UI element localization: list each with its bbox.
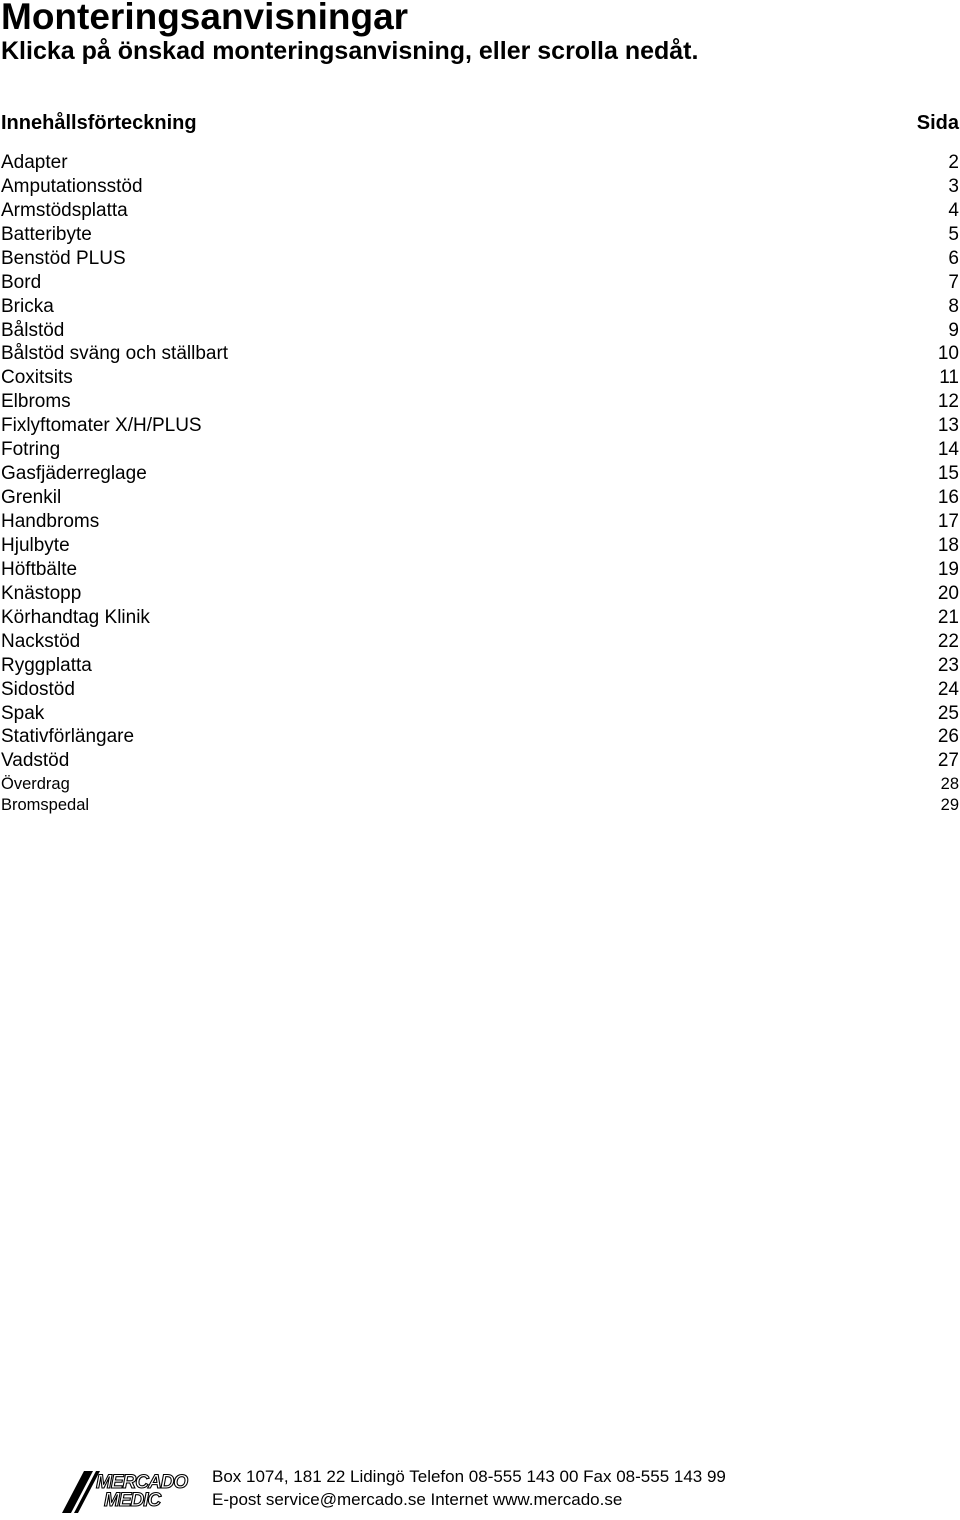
toc-item-page: 3 [948, 175, 959, 197]
toc-item-adapter[interactable] [1, 151, 959, 175]
toc-item-gasfjaderreglage[interactable] [1, 462, 959, 486]
toc-item-korhandtag-klinik[interactable] [1, 606, 959, 630]
toc-item-page: 11 [939, 367, 959, 389]
toc-item-knastopp[interactable] [1, 582, 959, 606]
toc-item-page: 12 [937, 391, 959, 413]
footer-contact-line: E-post service@mercado.se Internet www.mercado.se [212, 1490, 623, 1509]
toc-item-label[interactable]: Nackstöd [1, 630, 81, 652]
toc-item-page: 24 [937, 678, 959, 700]
footer-contact [212, 1465, 726, 1511]
toc-item-batteribyte[interactable] [1, 223, 959, 247]
toc-item-coxitsits[interactable] [1, 366, 959, 390]
toc-item-page: 21 [937, 606, 959, 628]
toc-item-vadstod[interactable] [1, 749, 959, 773]
toc-item-label[interactable]: Höftbälte [1, 558, 78, 580]
toc-item-label[interactable]: Batteribyte [1, 223, 92, 245]
toc-list [1, 151, 959, 816]
toc-item-armstodsplatta[interactable] [1, 199, 959, 223]
toc-item-page: 10 [937, 343, 959, 365]
toc-item-label[interactable]: Armstödsplatta [1, 199, 128, 221]
toc-item-label[interactable]: Adapter [1, 151, 68, 173]
toc-item-label[interactable]: Grenkil [1, 487, 62, 509]
toc-item-label[interactable]: Stativförlängare [1, 726, 135, 748]
toc-item-elbroms[interactable] [1, 390, 959, 414]
toc-header [1, 110, 959, 136]
toc-item-bricka[interactable] [1, 295, 959, 319]
toc-item-page: 6 [948, 247, 959, 269]
toc-item-page: 16 [937, 487, 959, 509]
toc-item-page: 18 [937, 534, 959, 556]
toc-item-page: 29 [940, 796, 959, 815]
toc-item-page: 20 [937, 582, 959, 604]
toc-item-page: 15 [937, 463, 959, 485]
toc-item-fixlyftomater[interactable] [1, 414, 959, 438]
toc-item-sidostod[interactable] [1, 678, 959, 702]
toc-item-label[interactable]: Knästopp [1, 582, 82, 604]
toc-item-page: 14 [937, 439, 959, 461]
toc-item-page: 9 [948, 319, 959, 341]
toc-item-page: 17 [937, 511, 959, 533]
toc-item-page: 28 [940, 774, 959, 793]
toc-item-label[interactable]: Hjulbyte [1, 534, 70, 556]
toc-item-label[interactable]: Spak [1, 702, 45, 724]
toc-page-column-label: Sida [916, 111, 959, 134]
toc-item-grenkil[interactable] [1, 486, 959, 510]
toc-item-page: 27 [937, 750, 959, 772]
toc-item-page: 23 [937, 654, 959, 676]
toc-item-bromspedal[interactable] [1, 795, 959, 817]
toc-item-benstod-plus[interactable] [1, 247, 959, 271]
toc-item-balstod[interactable] [1, 319, 959, 343]
mercado-medic-logo [60, 1465, 190, 1515]
mercado-medic-logo-graphic [60, 1465, 190, 1515]
toc-item-label[interactable]: Elbroms [1, 391, 71, 413]
toc-item-page: 19 [937, 558, 959, 580]
toc-item-bord[interactable] [1, 271, 959, 295]
toc-item-label[interactable]: Bord [1, 271, 42, 293]
logo-text-mercado: MERCADO [96, 1472, 188, 1493]
toc-item-nackstod[interactable] [1, 630, 959, 654]
toc-item-label[interactable]: Sidostöd [1, 678, 75, 700]
toc-item-balstod-svang[interactable] [1, 343, 959, 367]
toc-item-label[interactable]: Benstöd PLUS [1, 247, 126, 269]
toc-item-label[interactable]: Handbroms [1, 511, 100, 533]
toc-item-label[interactable]: Överdrag [1, 774, 70, 793]
toc-item-label[interactable]: Bålstöd [1, 319, 65, 341]
toc-item-page: 5 [948, 223, 959, 245]
toc-item-handbroms[interactable] [1, 510, 959, 534]
toc-item-label[interactable]: Coxitsits [1, 367, 73, 389]
logo-text-medic: MEDIC [104, 1490, 161, 1511]
toc-item-label[interactable]: Ryggplatta [1, 654, 92, 676]
toc-item-page: 4 [948, 199, 959, 221]
toc-item-label[interactable]: Gasfjäderreglage [1, 463, 147, 485]
toc-item-label[interactable]: Bricka [1, 295, 54, 317]
toc-item-overdrag[interactable] [1, 773, 959, 795]
toc-item-page: 25 [937, 702, 959, 724]
toc-heading: Innehållsförteckning [1, 111, 197, 134]
toc-item-spak[interactable] [1, 702, 959, 726]
toc-item-stativforlangare[interactable] [1, 726, 959, 750]
toc-item-page: 13 [937, 415, 959, 437]
toc-item-label[interactable]: Körhandtag Klinik [1, 606, 150, 628]
toc-item-ryggplatta[interactable] [1, 654, 959, 678]
footer-address: Box 1074, 181 22 Lidingö Telefon 08-555 143 00 Fax 08-555 143 99 [212, 1467, 726, 1486]
toc-item-page: 8 [948, 295, 959, 317]
toc-item-label[interactable]: Amputationsstöd [1, 175, 143, 197]
toc-item-page: 22 [937, 630, 959, 652]
toc-item-label[interactable]: Bålstöd sväng och ställbart [1, 343, 229, 365]
toc-item-label[interactable]: Vadstöd [1, 750, 70, 772]
toc-item-label[interactable]: Fixlyftomater X/H/PLUS [1, 415, 202, 437]
toc-item-hoftbalte[interactable] [1, 558, 959, 582]
toc-item-hjulbyte[interactable] [1, 534, 959, 558]
toc-item-page: 7 [948, 271, 959, 293]
toc-item-page: 2 [948, 151, 959, 173]
page-subtitle: Klicka på önskad monteringsanvisning, eller scrolla nedåt. [1, 37, 699, 65]
toc-item-label[interactable]: Bromspedal [1, 796, 90, 815]
toc-item-label[interactable]: Fotring [1, 439, 61, 461]
toc-item-amputationsstod[interactable] [1, 175, 959, 199]
toc-item-fotring[interactable] [1, 438, 959, 462]
page-title: Monteringsanvisningar [1, 0, 409, 37]
toc-item-page: 26 [937, 726, 959, 748]
